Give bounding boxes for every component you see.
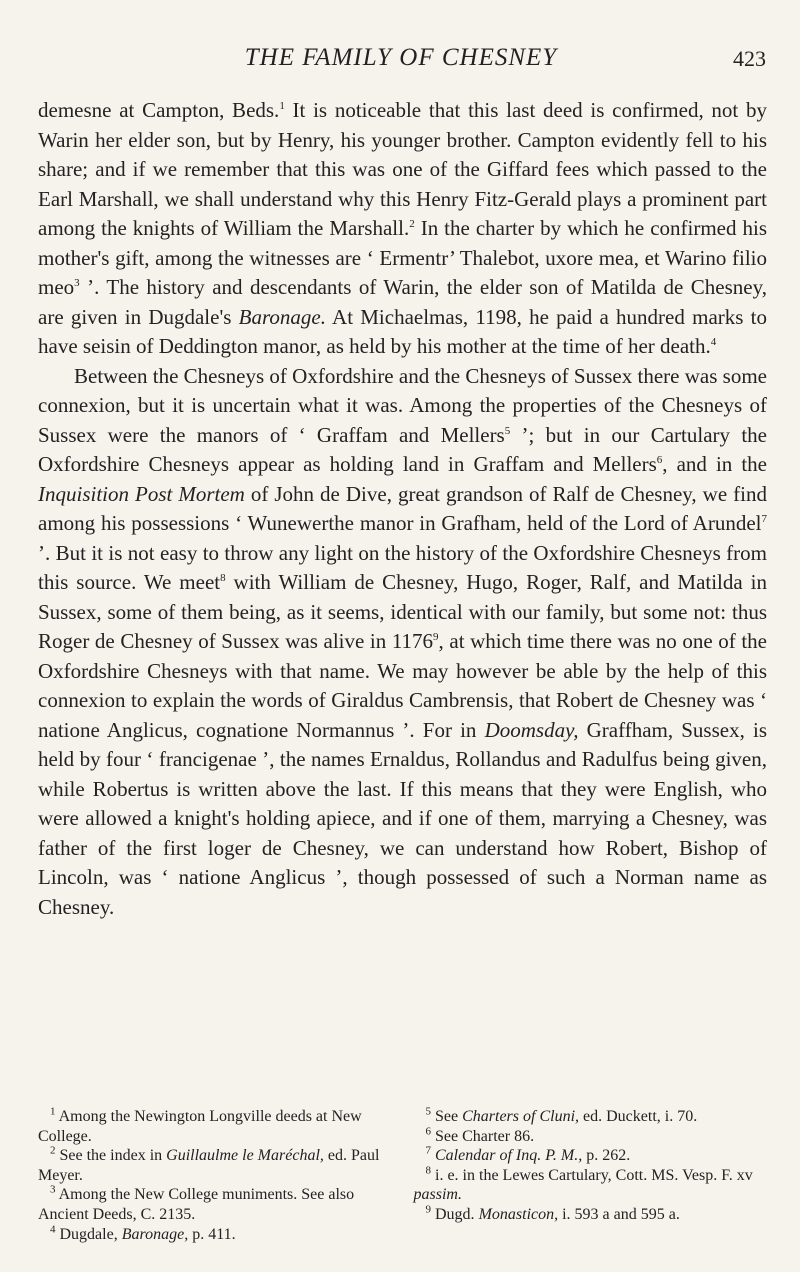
- footnote-ref: 2: [409, 218, 415, 230]
- footnote-7: $^7$ Calendar of Inq. P. M., p. 262.: [425, 1144, 631, 1165]
- footnote-1: $^1$ Among the Newington Longville deeds at New College.: [38, 1105, 362, 1145]
- footnote-5: $^5$ See Charters of Cluni, ed. Duckett, i. 70.: [425, 1105, 698, 1125]
- footnote-ref: 9: [433, 631, 439, 643]
- page-number: 423: [733, 46, 766, 71]
- page-header: [36, 44, 766, 78]
- running-title: THE FAMILY OF CHESNEY: [244, 44, 558, 71]
- footnotes-left-column: [38, 1107, 392, 1244]
- footnote-ref: 1: [279, 100, 285, 112]
- footnote-2: $^2$ See the index in Guillaulme le Maréchal, ed. Paul Meyer.: [38, 1144, 380, 1184]
- footnote-ref: 5: [504, 424, 511, 437]
- footnote-4: $^4$ Dugdale, Baronage, p. 411.: [50, 1223, 236, 1243]
- footnote-9: $^9$ Dugd. Monasticon, i. 593 a and 595 a.: [425, 1203, 680, 1223]
- footnotes: [38, 1107, 767, 1244]
- paragraph-1: demesne at Campton, Beds.$^1$ It is noticeable that this last deed is confirmed, not by Warin her elder son, but by Henry, his younger brother. Campton evidently fell to his share; and if we remember that this was one of the Giffard fees which passed to the Earl Marshall, we shall understand why this Henry Fitz-Gerald plays a prominent part among the knights of William the Marshall.$^2$ In the charter by which he confirmed his mother's gift, among the witnesses are ‘ Ermentr’ Thalebot, uxore mea, et Warino filio meo$^3$ ’. The history and descendants of Warin, the elder son of Matilda de Chesney, are given in Dugdale's Baronage. At Michaelmas, 1198, he paid a hundred marks to have seisin of Deddington manor, as held by his mother at the time of her death.$^4$: [38, 98, 767, 358]
- footnote-6: $^6$ See Charter 86.: [425, 1125, 535, 1145]
- footnote-ref: 3: [74, 277, 80, 289]
- paragraph-2: Between the Chesneys of Oxfordshire and the Chesneys of Sussex there was some connexion, but it is uncertain what it was. Among the properties of the Chesneys of Sussex were the manors of ‘ Graffam and Mellers$^5$ ’; but in our Cartulary the Oxfordshire Chesneys appear as holding land in Graffam and Mellers$^6$, and in the Inquisition Post Mortem of John de Dive, great grandson of Ralf de Chesney, we find among his possessions ‘ Wunewerthe manor in Grafham, held of the Lord of Arundel$^7$ ’. But it is not easy to throw any light on the history of the Oxfordshire Chesneys from this source. We meet$^8$ with William de Chesney, Hugo, Roger, Ralf, and Matilda in Sussex, some of them being, as it seems, identical with our family, but some not: thus Roger de Chesney of Sussex was alive in 1176$^9$, at which time there was no one of the Oxfordshire Chesneys with that name. We may however be able by the help of this connexion to explain the words of Giraldus Cambrensis, that Robert de Chesney was ‘ natione Anglicus, cognatione Normannus ’. For in Doomsday, Graffham, Sussex, is held by four ‘ francigenae ’, the names Ernaldus, Rollandus and Radulfus being given, while Robertus is written above the last. If this means that they were English, who were allowed a knight's holding apiece, and if one of them, marrying a Chesney, was father of the first loger de Chesney, we can understand how Robert, Bishop of Lincoln, was ‘ natione Anglicus ’, though possessed of such a Norman name as Chesney.: [38, 363, 767, 919]
- footnote-ref: 4: [710, 336, 717, 348]
- footnote-ref: 6: [656, 454, 663, 466]
- footnote-ref: 8: [220, 572, 226, 584]
- footnote-3: $^3$ Among the New College muniments. See also Ancient Deeds, C. 2135.: [38, 1184, 355, 1223]
- footnotes-right-column: [414, 1107, 768, 1244]
- footnote-ref: 7: [761, 513, 767, 525]
- footnote-8: $^8$ i. e. in the Lewes Cartulary, Cott. MS. Vesp. F. xv passim.: [413, 1164, 753, 1204]
- body-text: [38, 96, 767, 922]
